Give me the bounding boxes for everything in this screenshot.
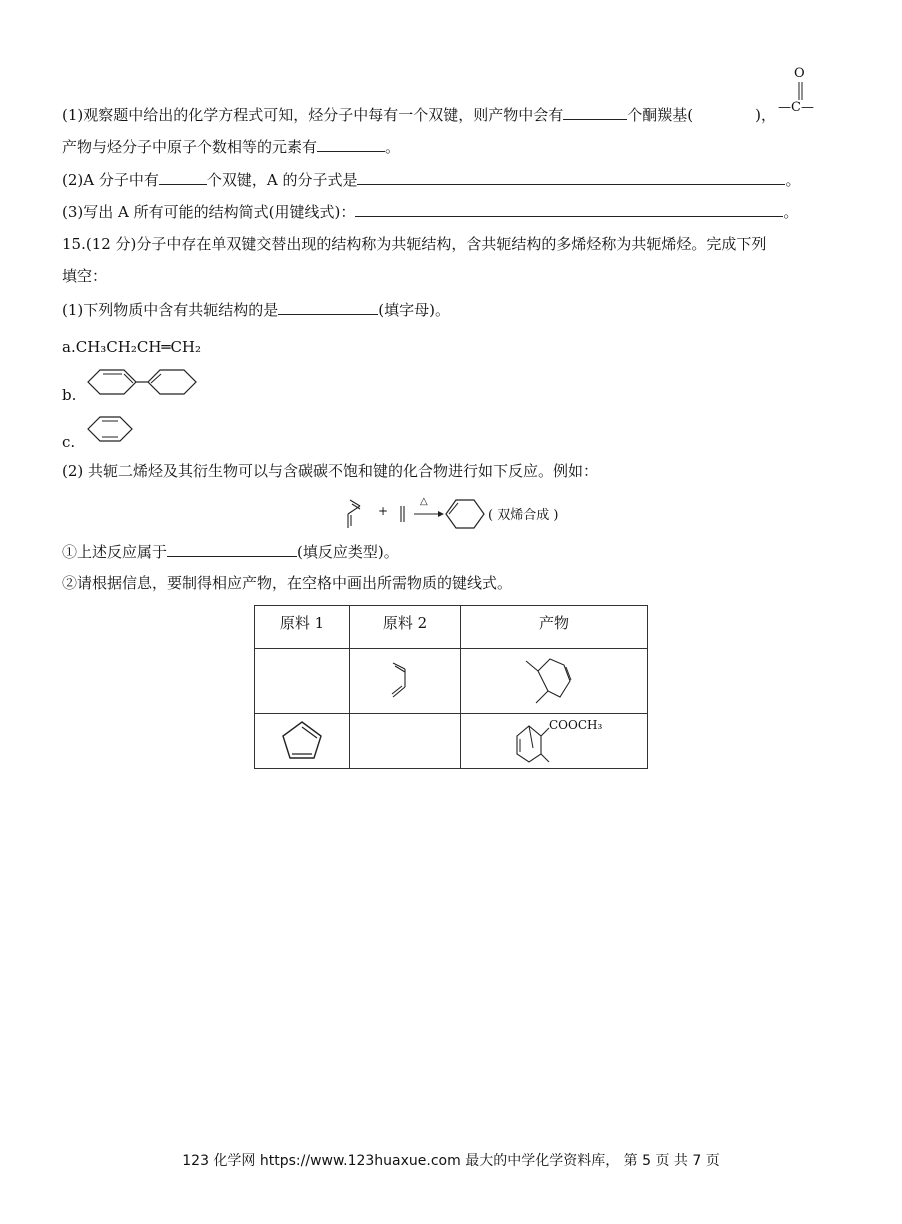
header-raw-material-1: 原料 1 xyxy=(255,606,350,649)
dimethylcyclohexene-structure xyxy=(524,653,584,709)
q15-sub2: ②请根据信息，要制得相应产物，在空格中画出所需物质的键线式。 xyxy=(62,574,513,592)
answer-blank[interactable] xyxy=(167,540,297,557)
q14-part1-line1 xyxy=(62,103,776,126)
answer-blank[interactable] xyxy=(317,135,385,152)
biphenyl-diene-structure xyxy=(84,365,204,401)
q14-part1-line2 xyxy=(62,135,400,158)
carbonyl-group-structure xyxy=(772,66,832,116)
option-a-label: a. xyxy=(62,338,76,356)
q14-part3 xyxy=(62,200,798,223)
q14-p3-text: (3)写出 A 所有可能的结构简式(用键线式)： xyxy=(62,203,356,221)
header-product: 产物 xyxy=(461,606,648,649)
q15-sub1-text-a: ①上述反应属于 xyxy=(62,543,168,561)
q14-p1-text-c: )， xyxy=(755,106,776,124)
option-a-formula: CH₃CH₂CH═CH₂ xyxy=(75,338,202,356)
answer-blank[interactable] xyxy=(159,168,207,185)
q15-part1 xyxy=(62,298,450,321)
option-b-label: b. xyxy=(62,386,77,404)
answer-blank[interactable] xyxy=(355,200,783,217)
q15-p1-text-a: (1)下列物质中含有共轭结构的是 xyxy=(62,301,279,319)
answer-cell-raw1-row1[interactable] xyxy=(255,649,350,714)
diels-alder-scheme xyxy=(340,494,580,534)
table-row xyxy=(255,649,648,714)
page-footer: 123 化学网 https://www.123huaxue.com 最大的中学化学资料库， 第 5 页 共 7 页 xyxy=(182,1153,720,1169)
ester-group-label: COOCH₃ xyxy=(549,718,603,732)
answer-cell-raw2-row2[interactable] xyxy=(350,714,461,769)
carbonyl-oxygen-label: O xyxy=(794,66,805,81)
cyclohexadiene-structure xyxy=(84,412,136,448)
q15-sub1-text-b: (填反应类型)。 xyxy=(297,543,399,561)
q14-p1-end: 。 xyxy=(385,138,401,156)
table-header-row xyxy=(255,606,648,649)
diene-structure xyxy=(385,659,425,703)
cyclopentadiene-structure xyxy=(277,718,327,764)
synthesis-table xyxy=(254,605,648,769)
carbonyl-carbon-label: —C— xyxy=(778,100,814,115)
answer-blank[interactable] xyxy=(357,168,785,185)
q14-p1-line2-text: 产物与烃分子中原子个数相等的元素有 xyxy=(62,138,318,156)
reaction-name: ( 双烯合成 ) xyxy=(488,508,559,523)
option-a xyxy=(62,336,201,358)
q15-intro-line2: 填空： xyxy=(62,267,108,285)
plus-sign: + xyxy=(378,504,389,518)
q14-p1-text-b: 个酮羰基( xyxy=(627,106,694,124)
answer-blank[interactable] xyxy=(563,103,627,120)
q14-part2 xyxy=(62,168,800,191)
table-row xyxy=(255,714,648,769)
q14-p2-end: 。 xyxy=(785,171,801,189)
q14-p3-end: 。 xyxy=(783,203,799,221)
q15-sub1 xyxy=(62,540,399,563)
cyclopentadiene-cell xyxy=(255,714,350,769)
product-cell-row2 xyxy=(461,714,648,769)
q15-part2: (2) 共轭二烯烃及其衍生物可以与含碳碳不饱和键的化合物进行如下反应。例如： xyxy=(62,462,599,480)
answer-blank[interactable] xyxy=(278,298,378,315)
header-raw-material-2: 原料 2 xyxy=(350,606,461,649)
q14-p2-text-b: 个双键，A 的分子式是 xyxy=(206,171,358,189)
q15-intro-line1: 15.(12 分)分子中存在单双键交替出现的结构称为共轭结构，含共轭结构的多烯烃称为共轭烯烃。完成下列 xyxy=(62,235,767,253)
q14-p1-text-a: (1)观察题中给出的化学方程式可知，烃分子中每有一个双键，则产物中会有 xyxy=(62,106,564,124)
diene-cell xyxy=(350,649,461,714)
q14-p2-text-a: (2)A 分子中有 xyxy=(62,171,159,189)
product-cell-row1 xyxy=(461,649,648,714)
q15-p1-text-b: (填字母)。 xyxy=(378,301,450,319)
heat-symbol: △ xyxy=(420,496,428,507)
option-c-label: c. xyxy=(62,433,76,451)
